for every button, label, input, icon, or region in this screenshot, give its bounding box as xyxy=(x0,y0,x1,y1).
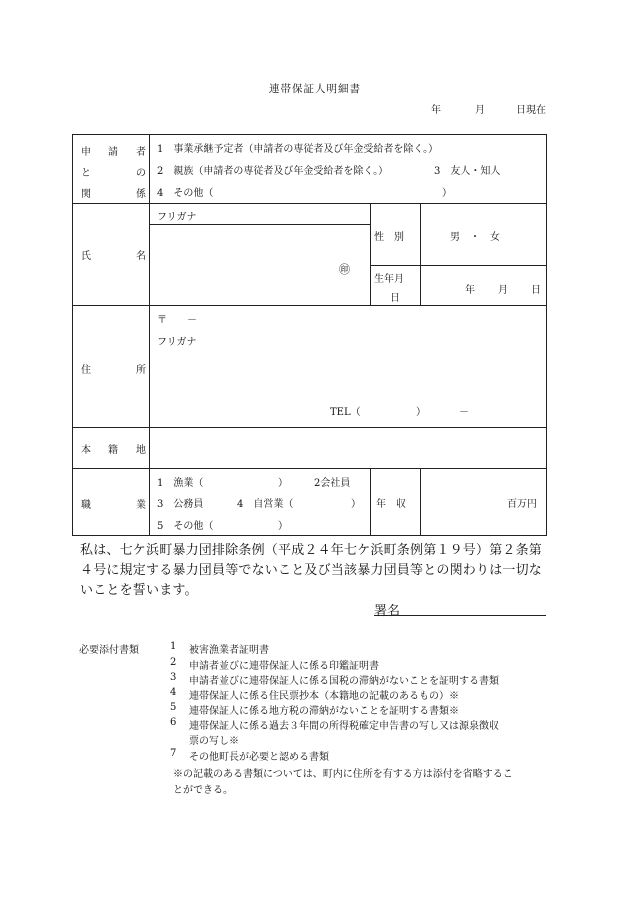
address-label-char: 住 xyxy=(81,365,91,376)
name-label-char: 氏 xyxy=(81,251,91,262)
attachment-item-text: その他町長が必要と認める書類 xyxy=(189,752,329,763)
attachment-item-text: 連帯保証人に係る地方税の滞納がないことを証明する書類※ xyxy=(189,706,459,717)
relation-options-cell xyxy=(150,135,547,204)
attachment-item-number: 5 xyxy=(170,702,177,713)
attachments-note-line2: とができる。 xyxy=(173,785,233,796)
relation-label-char: 者 xyxy=(136,147,146,158)
tel-close: ） xyxy=(416,407,426,418)
guarantor-table xyxy=(72,134,547,536)
sex-value-cell[interactable] xyxy=(421,204,547,266)
honseki-label-cell xyxy=(73,428,150,469)
honseki-label-char: 籍 xyxy=(108,445,118,456)
date-year-label: 年 xyxy=(431,105,441,116)
income-label-cell xyxy=(371,469,421,536)
tel-dash: － xyxy=(459,407,469,418)
attachment-item-number: 3 xyxy=(170,672,177,683)
relation-option-2[interactable]: 2 親族（申請者の専従者及び年金受給者を除く。） xyxy=(157,166,389,177)
relation-option-3[interactable]: 3 友人・知人 xyxy=(434,166,501,177)
sex-options[interactable]: 男 ・ 女 xyxy=(450,232,500,243)
birth-label-line2: 日 xyxy=(390,293,400,304)
relation-label-char: 係 xyxy=(136,189,146,200)
date-month-label: 月 xyxy=(475,105,485,116)
name-field[interactable] xyxy=(150,204,371,306)
attachment-item-text: 連帯保証人に係る過去３年間の所得税確定申告書の写し又は源泉徴収 xyxy=(189,721,499,732)
signature-line[interactable] xyxy=(374,615,546,616)
relation-label-char: 申 xyxy=(81,147,91,158)
relation-label-char: 請 xyxy=(108,147,118,158)
relation-option-1[interactable]: 1 事業承継予定者（申請者の専従者及び年金受給者を除く。） xyxy=(157,144,439,155)
sex-label: 性 別 xyxy=(374,232,404,243)
income-unit: 百万円 xyxy=(507,499,537,510)
birth-label-cell xyxy=(371,266,421,306)
pledge-text: 私は、七ケ浜町暴力団排除条例（平成２４年七ケ浜町条例第１９号）第２条第４号に規定する暴力団員等でないこと及び当該暴力団員等との関わりは一切ないことを誓います。 xyxy=(80,543,543,598)
tel-label: TEL（ xyxy=(330,407,361,418)
signature-label: 署名 xyxy=(374,604,401,619)
occupation-label-cell xyxy=(73,469,150,536)
occupation-options-cell xyxy=(150,469,371,536)
name-label-cell xyxy=(73,204,150,306)
relation-label-char: 関 xyxy=(81,189,91,200)
postal-code-label: 〒 － xyxy=(157,315,197,326)
relation-option-4[interactable]: 4 その他（ xyxy=(157,188,214,199)
address-furigana-label: フリガナ xyxy=(157,337,197,348)
attachments-note-line1: ※の記載のある書類については、町内に住所を有する方は添付を省略するこ xyxy=(173,769,513,780)
attachment-item-number: 2 xyxy=(170,657,177,668)
occupation-option-2[interactable]: 2会社員 xyxy=(314,478,351,489)
honseki-label-char: 本 xyxy=(81,445,91,456)
occupation-option-4[interactable]: 4 自営業（ xyxy=(237,499,294,510)
seal-mark: ㊞ xyxy=(339,263,350,276)
attachment-item-text: 申請者並びに連帯保証人に係る印鑑証明書 xyxy=(189,661,379,672)
occupation-option-4-close: ） xyxy=(351,499,361,510)
page-title: 連帯保証人明細書 xyxy=(269,83,361,95)
attachment-item-text: 申請者並びに連帯保証人に係る国税の滞納がないことを証明する書類 xyxy=(189,676,499,687)
occupation-label-char: 職 xyxy=(81,500,91,511)
address-label-cell xyxy=(73,306,150,428)
furigana-divider xyxy=(150,224,370,225)
birth-day-label: 日 xyxy=(531,285,541,296)
occupation-option-5[interactable]: 5 その他（ xyxy=(157,521,214,532)
attachment-item-number: 1 xyxy=(170,641,177,652)
occupation-option-1[interactable]: 1 漁業（ xyxy=(157,478,204,489)
honseki-label-char: 地 xyxy=(136,445,146,456)
name-label-char: 名 xyxy=(136,251,146,262)
birth-label-line1: 生年月 xyxy=(374,274,404,285)
attachment-item-number: 7 xyxy=(170,748,177,759)
relation-option-4-close: ） xyxy=(442,188,452,199)
attachments-header: 必要添付書類 xyxy=(79,645,139,656)
date-day-label: 日現在 xyxy=(516,105,546,116)
attachment-item-number: 6 xyxy=(170,717,177,728)
birth-month-label: 月 xyxy=(498,285,508,296)
attachment-item-text: 票の写し※ xyxy=(189,736,239,747)
attachment-item-text: 被害漁業者証明書 xyxy=(189,645,269,656)
attachment-item-text: 連帯保証人に係る住民票抄本（本籍地の記載のあるもの）※ xyxy=(189,691,459,702)
birth-value-cell[interactable] xyxy=(421,266,547,306)
name-furigana-label: フリガナ xyxy=(157,212,197,223)
relation-label-char: と xyxy=(81,168,91,179)
honseki-field[interactable] xyxy=(150,428,547,469)
occupation-label-char: 業 xyxy=(136,500,146,511)
address-label-char: 所 xyxy=(136,365,146,376)
occupation-option-3[interactable]: 3 公務員 xyxy=(157,499,204,510)
income-label: 年 収 xyxy=(376,499,406,510)
birth-year-label: 年 xyxy=(465,285,475,296)
income-value-cell[interactable] xyxy=(421,469,547,536)
attachment-item-number: 4 xyxy=(170,687,177,698)
sex-label-cell xyxy=(371,204,421,266)
occupation-option-1-close: ） xyxy=(278,478,288,489)
relation-label-char: の xyxy=(136,168,146,179)
relation-label-cell xyxy=(73,135,150,204)
address-field[interactable] xyxy=(150,306,547,428)
occupation-option-5-close: ） xyxy=(278,521,288,532)
